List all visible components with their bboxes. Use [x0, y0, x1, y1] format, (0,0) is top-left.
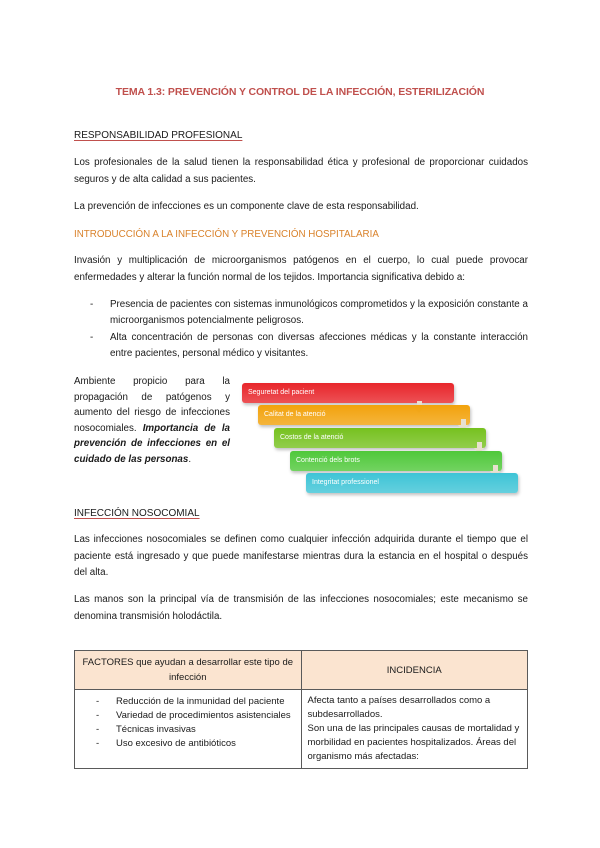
factors-list — [76, 691, 300, 755]
step-calitat: Calitat de la atenció — [258, 405, 470, 425]
incidence-text-2: Son una de las principales causas de mortalidad y morbilidad en pacientes hospitalizados. Áreas del organismo más afectadas: — [307, 723, 520, 762]
table-header-incidencia: INCIDENCIA — [301, 651, 528, 690]
paragraph-nosocomial-2: Las manos son la principal vía de transmisión de las infecciones nosocomiales; este mecanismo se denomina transmisión holodáctila. — [74, 594, 528, 622]
list-item: - Uso excesivo de antibióticos — [76, 737, 300, 751]
paragraph-introduccion: Invasión y multiplicación de microorganismos patógenos en el cuerpo, lo cual puede provocar enfermedades y alterar la función normal de los tejidos. Importancia significativa debido a: — [74, 255, 528, 283]
incidence-cell — [301, 690, 528, 769]
side-text-emphasis: Importancia de la prevención de infecciones en el cuidado de las personas — [74, 422, 230, 465]
table-header-factores: FACTORES que ayudan a desarrollar este tipo de infección — [75, 651, 302, 690]
list-item: - Presencia de pacientes con sistemas inmunológicos comprometidos y la exposición constante a microorganismos potencialmente peligrosos. — [74, 297, 528, 329]
step-integritat: Integritat professionel — [306, 473, 518, 493]
side-paragraph — [74, 374, 230, 467]
importance-list — [74, 297, 528, 363]
list-item: - Técnicas invasivas — [76, 723, 300, 737]
paragraph-responsabilidad-2: La prevención de infecciones es un componente clave de esta responsabilidad. — [74, 201, 419, 212]
table-row — [75, 690, 528, 769]
incidence-text-1: Afecta tanto a países desarrollados como a subdesarrollados. — [307, 695, 491, 720]
paragraph-nosocomial-1: Las infecciones nosocomiales se definen como cualquier infección adquirida durante el tiempo que el paciente está ingresado y que puede manifestarse mientras dura la estancia en el hospital o después del alta. — [74, 534, 528, 578]
table-header-row — [75, 651, 528, 690]
list-item: - Variedad de procedimientos asistenciales — [76, 709, 300, 723]
step-contencio: Contenció dels brots — [290, 451, 502, 471]
step-seguretat: Seguretat del pacient — [242, 383, 454, 403]
side-text-end: . — [188, 453, 192, 465]
step-costos: Costos de la atenció — [274, 428, 486, 448]
page-title: TEMA 1.3: PREVENCIÓN Y CONTROL DE LA INFECCIÓN, ESTERILIZACIÓN — [115, 86, 485, 98]
list-item: - Reducción de la inmunidad del paciente — [76, 695, 300, 709]
side-text-plain: Ambiente propicio para la propagación de patógenos y aumento del riesgo de infecciones nosocomiales. — [74, 376, 230, 434]
section-heading-responsabilidad: RESPONSABILIDAD PROFESIONAL — [74, 130, 243, 141]
factors-table — [74, 650, 528, 769]
paragraph-responsabilidad-1: Los profesionales de la salud tienen la responsabilidad ética y profesional de proporcionar cuidados seguros y de alta calidad a sus pacientes. — [74, 157, 528, 185]
section-heading-nosocomial: INFECCIÓN NOSOCOMIAL — [74, 508, 200, 519]
factors-cell — [75, 690, 302, 769]
section-heading-introduccion: INTRODUCCIÓN A LA INFECCIÓN Y PREVENCIÓN HOSPITALARIA — [74, 229, 379, 240]
list-item: - Alta concentración de personas con diversas afecciones médicas y la constante interacción entre pacientes, personal médico y visitantes. — [74, 330, 528, 362]
